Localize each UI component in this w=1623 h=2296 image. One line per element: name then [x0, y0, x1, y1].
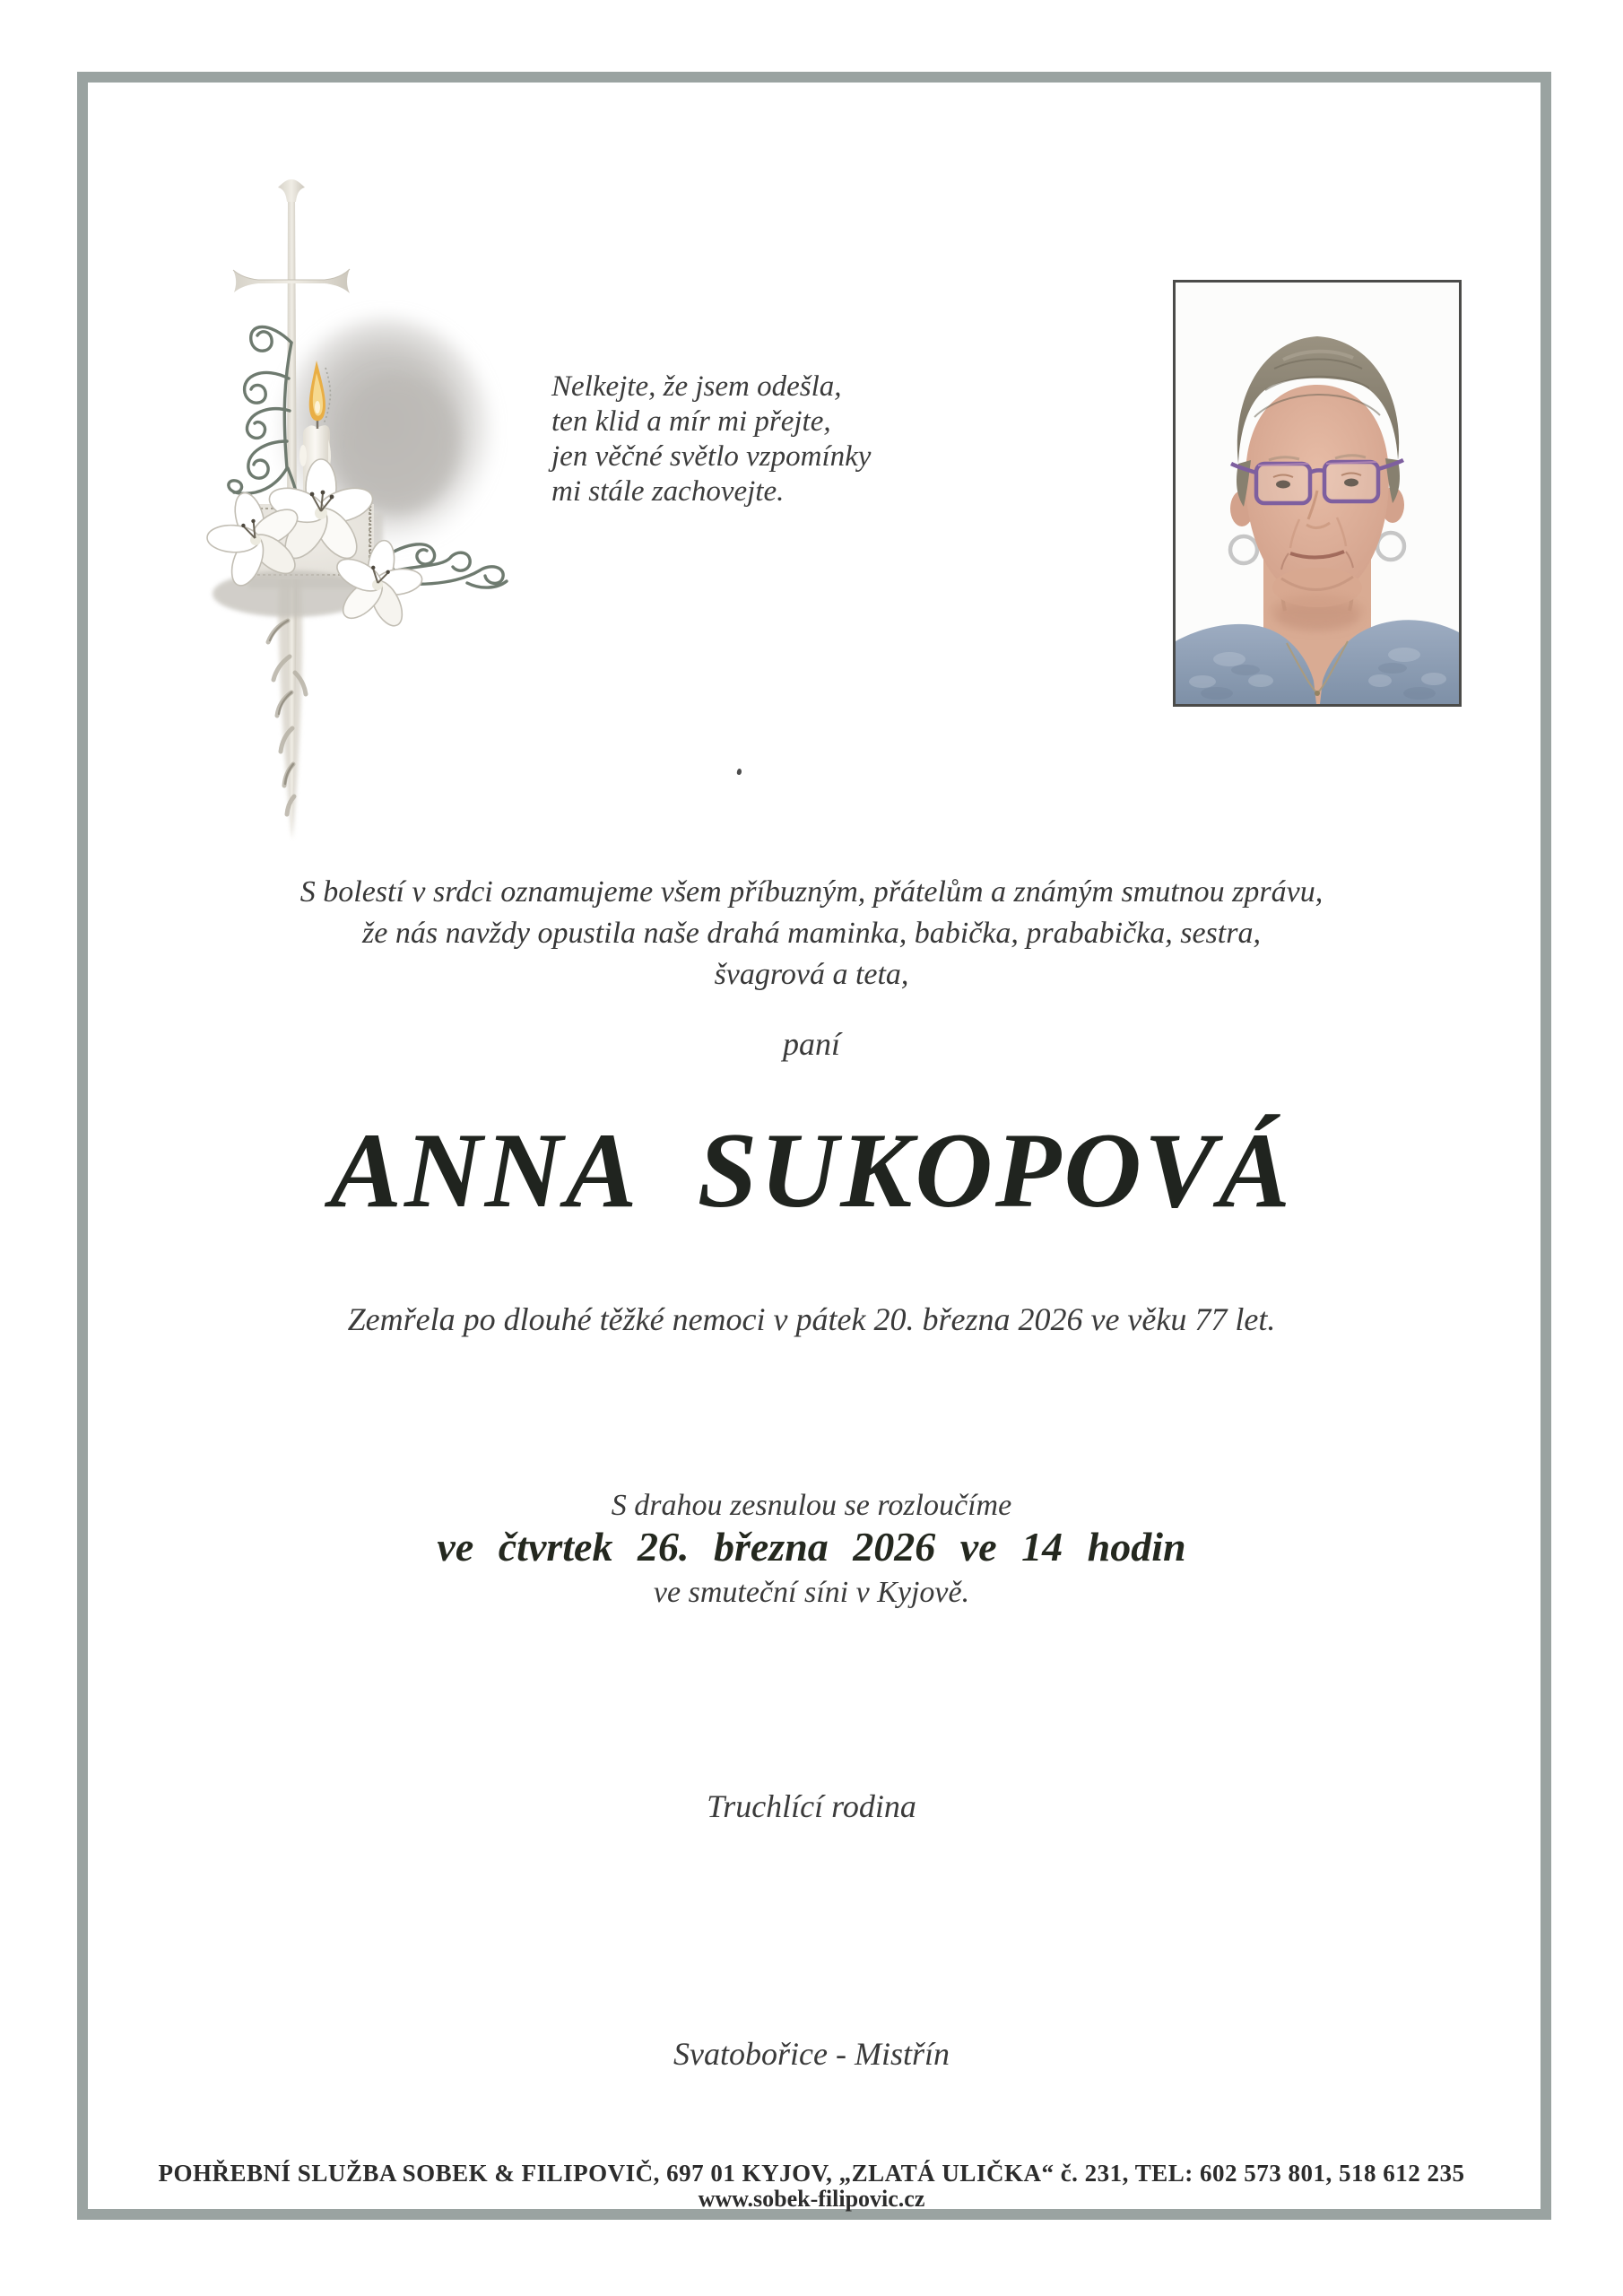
announcement-text	[83, 872, 1540, 996]
footer-provider-info: POHŘEBNÍ SLUŽBA SOBEK & FILIPOVIČ, 697 01 KYJOV, „ZLATÁ ULIČKA“ č. 231, TEL: 602 573 801, 518 612 235	[158, 2160, 1465, 2187]
residence-place: Svatobořice - Mistřín	[673, 2036, 950, 2072]
announcement-line: S bolestí v srdci oznamujeme všem příbuzným, přátelům a známým smutnou zprávu,	[299, 875, 1324, 909]
cross-candle-decoration	[202, 170, 516, 852]
farewell-datetime: ve čtvrtek 26. března 2026 ve 14 hodin	[437, 1524, 1186, 1570]
cross-candle-lilies-art	[202, 170, 516, 852]
portrait-photo	[1173, 280, 1462, 707]
announcement-line: že nás navždy opustila naše drahá maminka, babička, prababička, sestra,	[362, 917, 1261, 950]
death-notice: Zemřela po dlouhé těžké nemoci v pátek 20. března 2026 ve věku 77 let.	[347, 1301, 1276, 1337]
poem-line: mi stále zachovejte.	[551, 475, 785, 508]
deceased-portrait	[1176, 283, 1459, 704]
farewell-venue: ve smuteční síni v Kyjově.	[653, 1576, 970, 1609]
announcement-line: švagrová a teta,	[714, 958, 909, 991]
poem-line: Nelkejte, že jsem odešla,	[551, 370, 842, 403]
poem-line: jen věčné světlo vzpomínky	[551, 440, 872, 473]
farewell-intro: S drahou zesnulou se rozloučíme	[611, 1489, 1012, 1522]
footer-website: www.sobek-filipovic.cz	[698, 2186, 925, 2212]
deceased-name: ANNA SUKOPOVÁ	[330, 1110, 1293, 1230]
memorial-poem	[551, 370, 871, 509]
poem-line: ten klid a mír mi přejte,	[551, 405, 831, 438]
salutation: paní	[782, 1026, 840, 1062]
mourners-signature: Truchlící rodina	[707, 1788, 916, 1824]
